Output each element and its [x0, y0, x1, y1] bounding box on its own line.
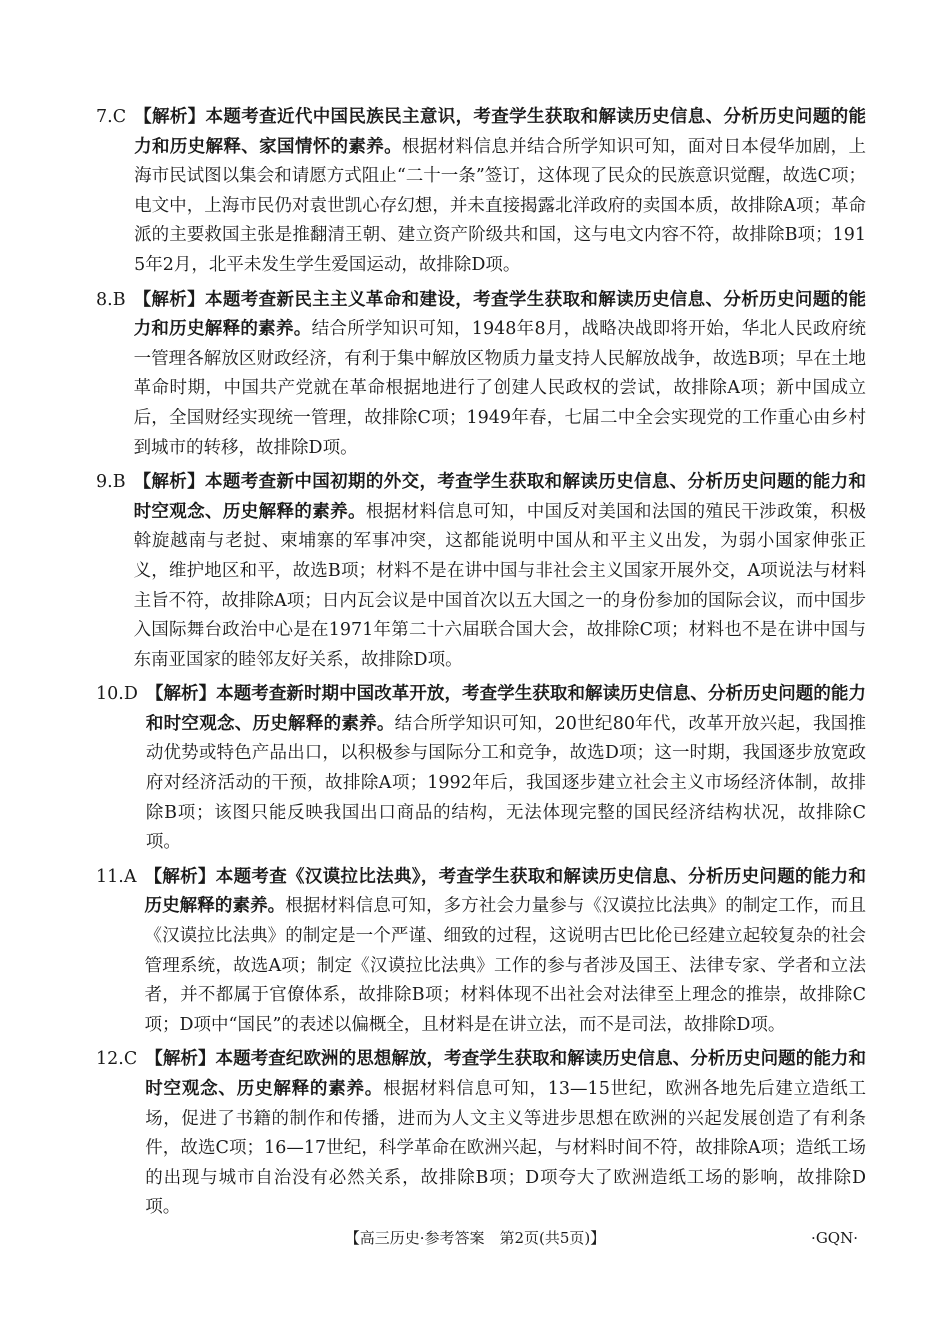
exam-code: ·GQN·: [811, 1229, 858, 1247]
answer-text: 根据材料信息可知，13—15世纪，欧洲各地先后建立造纸工场，促进了书籍的制作和传播，进而为人文主义等进步思想在欧洲的兴起发展创造了有利条件，故选C项；16—17世纪，科学革命在欧洲兴起，与材料时间不符，故排除A项；造纸工场的出现与城市自治没有必然关系，故排除B项；D项夸大了欧洲造纸工场的影响，故排除D项。: [145, 1079, 866, 1218]
answer-text: 根据材料信息并结合所学知识可知，面对日本侵华加剧，上海市民试图以集会和请愿方式阻止“二十一条”签订，这体现了民众的民族意识觉醒，故选C项；电文中，上海市民仍对袁世凯心存幻想，并未直接揭露北洋政府的卖国本质，故排除A项；革命派的主要救国主张是推翻清王朝、建立资产阶级共和国，这与电文内容不符，故排除B项；1915年2月，北平未发生学生爱国运动，故排除D项。: [134, 136, 867, 275]
answer-body: [134, 468, 866, 675]
answer-item-12: [96, 1045, 866, 1223]
answer-number: 12.C: [96, 1049, 138, 1070]
answer-text: 根据材料信息可知，中国反对美国和法国的殖民干涉政策，积极斡旋越南与老挝、柬埔寨的军事冲突，这都能说明中国从和平主义出发，为弱小国家伸张正义，维护地区和平，故选B项；材料不是在讲中国与非社会主义国家开展外交，A项说法与材料主旨不符，故排除A项；日内瓦会议是中国首次以五大国之一的身份参加的国际会议，而中国步入国际舞台政治中心是在1971年第二十六届联合国大会，故排除C项；材料也不是在讲中国与东南亚国家的睦邻友好关系，故排除D项。: [133, 501, 867, 670]
answer-body: [146, 680, 866, 858]
answer-number: 10.D: [96, 684, 138, 705]
answer-lead: 【解析】本题考查近代中国民族民主意识，考查学生获取和解读历史信息、分析历史问题的能力和历史解释、家国情怀的素养。: [134, 107, 866, 157]
answer-item-11: [96, 863, 866, 1041]
answer-body: [144, 863, 866, 1041]
answer-body: [134, 103, 866, 281]
answer-text: 根据材料信息可知，多方社会力量参与《汉谟拉比法典》的制定工作，而且《汉谟拉比法典》的制定是一个严谨、细致的过程，这说明古巴比伦已经建立起较复杂的社会管理系统，故选A项；制定《汉谟拉比法典》工作的参与者涉及国王、法律专家、学者和立法者，并不都属于官僚体系，故排除B项；材料体现不出社会对法律至上理念的推崇，故排除C项；D项中“国民”的表述以偏概全，且材料是在讲立法，而不是司法，故排除D项。: [144, 896, 867, 1035]
answer-number: 7.C: [96, 107, 127, 127]
page-number-label: 【高三历史·参考答案 第2页(共5页)】: [344, 1229, 606, 1247]
answer-lead: 【解析】本题考查新时期中国改革开放，考查学生获取和解读历史信息、分析历史问题的能力和时空观念、历史解释的素养。: [145, 684, 866, 734]
answer-body: [134, 286, 866, 464]
answer-lead: 【解析】本题考查《汉谟拉比法典》，考查学生获取和解读历史信息、分析历史问题的能力和历史解释的素养。: [144, 866, 866, 917]
answer-lead: 【解析】本题考查新民主主义革命和建设，考查学生获取和解读历史信息、分析历史问题的能力和历史解释的素养。: [133, 289, 866, 340]
answer-list: [96, 103, 866, 1228]
answer-text: 结合所学知识可知，1948年8月，战略决战即将开始，华北人民政府统一管理各解放区财政经济，有利于集中解放区物质力量支持人民解放战争，故选B项；早在土地革命时期，中国共产党就在革命根据地进行了创建人民政权的尝试，故排除A项；新中国成立后，全国财经实现统一管理，故排除C项；1949年春，七届二中全会实现党的工作重心由乡村到城市的转移，故排除D项。: [133, 319, 867, 458]
answer-item-7: [96, 103, 866, 281]
answer-item-8: [96, 286, 866, 464]
answer-lead: 【解析】本题考查纪欧洲的思想解放，考查学生获取和解读历史信息、分析历史问题的能力和时空观念、历史解释的素养。: [145, 1049, 866, 1099]
answer-number: 8.B: [96, 289, 126, 310]
answer-lead: 【解析】本题考查新中国初期的外交，考查学生获取和解读历史信息、分析历史问题的能力和时空观念、历史解释的素养。: [133, 472, 866, 522]
page-footer: [0, 1226, 950, 1250]
answer-number: 11.A: [96, 866, 137, 887]
answer-text: 结合所学知识可知，20世纪80年代，改革开放兴起，我国推动优势或特色产品出口，以积极参与国际分工和竞争，故选D项；这一时期，我国逐步放宽政府对经济活动的干预，故排除A项；1992年后，我国逐步建立社会主义市场经济体制，故排除B项；该图只能反映我国出口商品的结构，无法体现完整的国民经济结构状况，故排除C项。: [145, 713, 866, 853]
answer-body: [145, 1045, 866, 1223]
answer-item-9: [96, 468, 866, 675]
answer-item-10: [96, 680, 866, 858]
answer-number: 9.B: [96, 472, 126, 493]
